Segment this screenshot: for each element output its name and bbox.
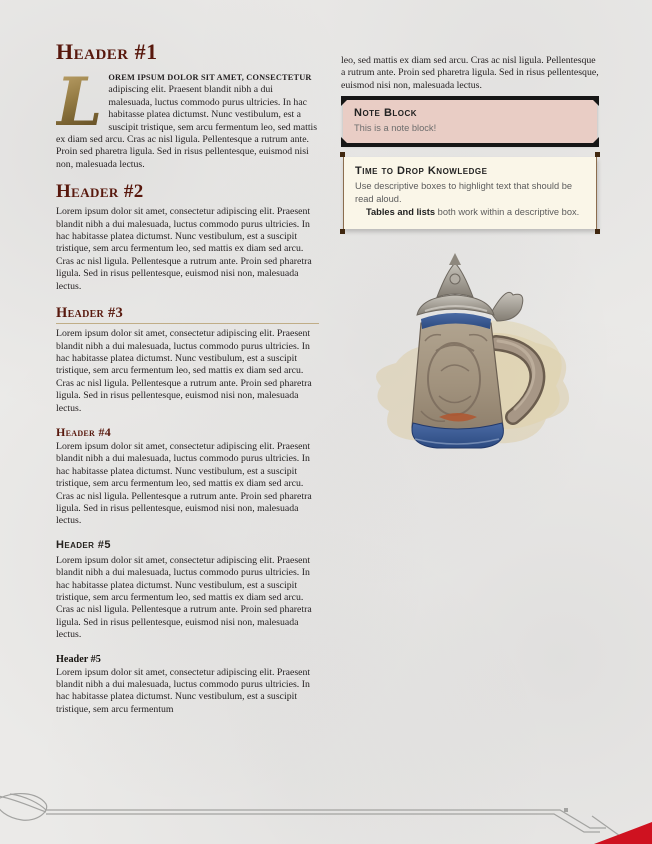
header-3: Header #3 [56,305,319,324]
descriptive-bold-lead: Tables and lists [366,207,436,218]
note-bottom-bar [341,143,599,147]
note-top-bar [341,96,599,100]
paragraph-h6-truncated: Lorem ipsum dolor sit amet, consectetur adipiscing elit. Praesent blandit nibh a dui malesuada, luctus commodo purus ultricies. In hac habitasse platea dictumst. Nunc vestibulum, est a suscipit tristique, sem arcu fermentum [56,666,311,715]
paragraph-h3: Lorem ipsum dolor sit amet, consectetur adipiscing elit. Praesent blandit nibh a dui malesuada, luctus commodo purus ultricies. In hac habitasse platea dictumst. Nunc vestibulum, est a suscipit tristique, sem arcu fermentum leo, sed mattis ex diam sed arcu. Cras ac nisl ligula. Pellentesque a rutrum ante. Proin sed pharetra ligula. Sed in risus pellentesque, euismod nisi non, malesuada lectus. [56,328,312,414]
header-5: Header #5 [56,538,111,551]
descriptive-left-border [343,153,344,233]
corner-dot-top-left [340,152,345,157]
descriptive-line-2-rest: both work within a descriptive box. [435,207,580,218]
descriptive-box [343,157,597,229]
note-title: Note Block [354,107,418,120]
corner-dot-bottom-left [340,229,345,234]
header-6: Header #5 [56,653,101,665]
stein-lid-finial [449,253,461,265]
footer-ornament [0,782,652,844]
lead-paragraph [56,63,319,171]
header-1: Header #1 [56,39,158,64]
stein-image [341,251,599,466]
stein-thumb-lever [491,293,523,322]
paragraph-h5: Lorem ipsum dolor sit amet, consectetur adipiscing elit. Praesent blandit nibh a dui malesuada, luctus commodo purus ultricies. In hac habitasse platea dictumst. Nunc vestibulum, est a suscipit tristique, sem arcu fermentum leo, sed mattis ex diam sed arcu. Cras ac nisl ligula. Pellentesque a rutrum ante. Proin sed pharetra ligula. Sed in risus pellentesque, euismod nisi non, malesuada lectus. [56,554,312,641]
descriptive-title: Time to Drop Knowledge [355,165,488,178]
header-2: Header #2 [56,181,144,203]
corner-dot-bottom-right [595,229,600,234]
lead-body-text: adipiscing elit. Praesent blandit nibh a dui malesuada, luctus commodo purus ultricies. In hac habitasse platea dictumst. Nunc vestibulum, est a suscipit tristique, sem arcu fermentum leo, sed mattis ex diam sed arcu. Cras ac nisl ligula. Pellentesque a rutrum ante. Proin sed pharetra ligula. Sed in risus pellentesque, euismod nisi non, malesuada lectus. [56,84,318,170]
paragraph-h4: Lorem ipsum dolor sit amet, consectetur adipiscing elit. Praesent blandit nibh a dui malesuada, luctus commodo purus ultricies. In hac habitasse platea dictumst. Nunc vestibulum, est a suscipit tristique, sem arcu fermentum leo, sed mattis ex diam sed arcu. Cras ac nisl ligula. Pellentesque a rutrum ante. Proin sed pharetra ligula. Sed in risus pellentesque, euismod nisi non, malesuada lectus. [56,440,312,527]
continuation-paragraph: leo, sed mattis ex diam sed arcu. Cras ac nisl ligula. Pellentesque a rutrum ante. Proin sed pharetra ligula. Sed in risus pellentesque, euismod nisi non, malesuada lectus. [341,55,599,91]
paragraph-h2: Lorem ipsum dolor sit amet, consectetur adipiscing elit. Praesent blandit nibh a dui malesuada, luctus commodo purus ultricies. In hac habitasse platea dictumst. Nunc vestibulum, est a suscipit tristique, sem arcu fermentum leo, sed mattis ex diam sed arcu. Cras ac nisl ligula. Pellentesque a rutrum ante. Proin sed pharetra ligula. Sed in risus pellentesque, euismod nisi non, malesuada lectus. [56,206,312,292]
descriptive-line-1: Use descriptive boxes to highlight text that should be read aloud. [355,181,573,205]
footer-red-corner [594,822,652,844]
note-body: This is a note block! [354,123,437,134]
note-block [343,100,597,143]
stein-illustration-svg [341,251,599,466]
lead-first-line: OREM IPSUM DOLOR SIT AMET, CONSECTETUR [108,73,312,82]
descriptive-line-2 [355,206,585,219]
dropcap-letter: L [56,72,108,130]
left-column [56,40,319,722]
corner-dot-top-right [595,152,600,157]
header-4: Header #4 [56,424,112,439]
stein-body [412,316,503,443]
right-column [341,40,599,722]
descriptive-right-border [596,153,597,233]
